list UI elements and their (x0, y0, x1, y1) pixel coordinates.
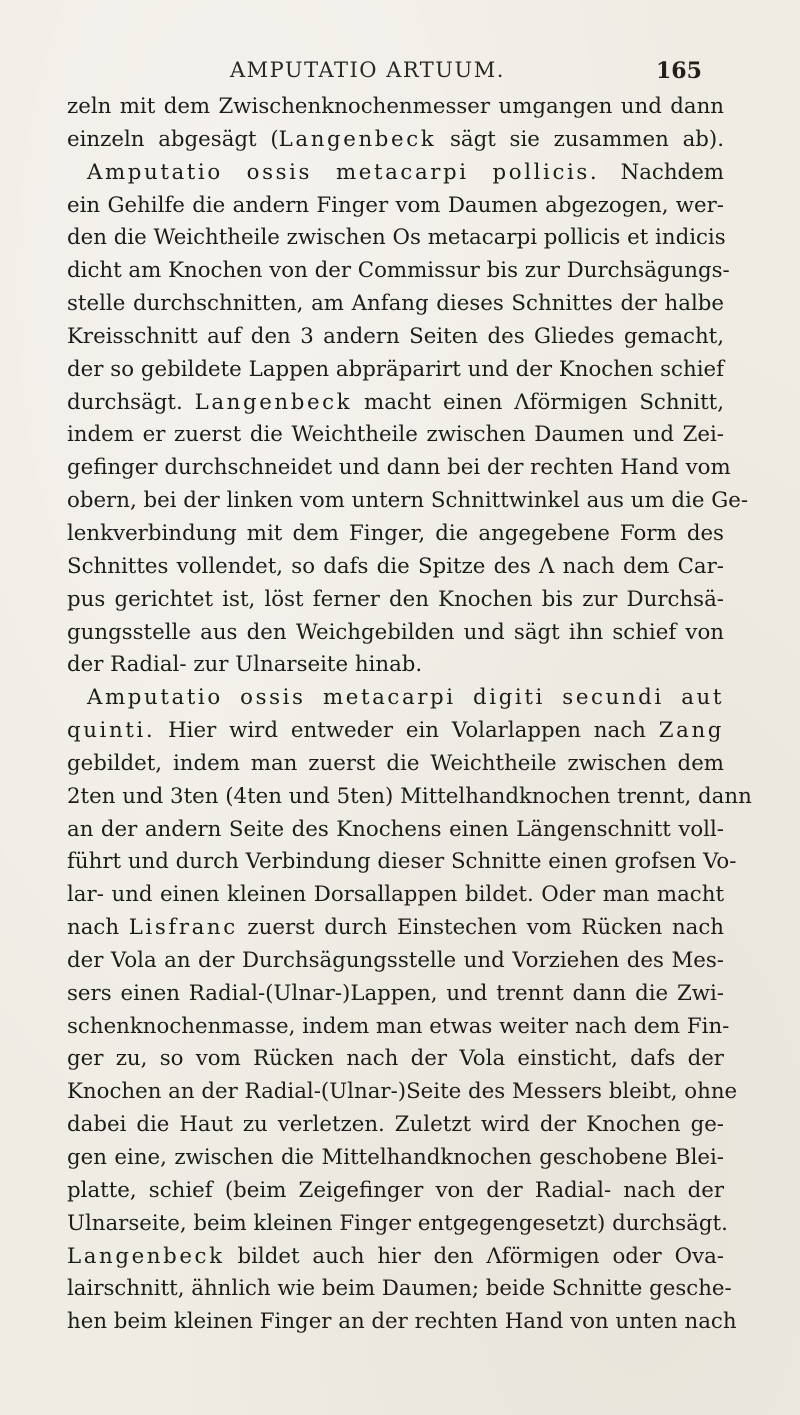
text-line-12: gefinger durchschneidet und dann bei der rechten Hand vom (67, 455, 731, 481)
text-line-26: nach Lisfranc zuerst durch Einstechen vom Rücken nach (67, 915, 725, 941)
text-line-37: lairschnitt, ähnlich wie beim Daumen; beide Schnitte gesche- (67, 1276, 732, 1302)
author-name: Lisfranc (128, 915, 238, 941)
text-line-27: der Vola an der Durchsägungsstelle und Vorziehen des Mes- (67, 947, 724, 973)
text-line-21: gebildet, indem man zuerst die Weichtheile zwischen dem (67, 750, 724, 776)
running-title: AMPUTATIO ARTUUM. (230, 58, 505, 82)
text-line-35: Ulnarseite, beim kleinen Finger entgegengesetzt) durchsägt. (67, 1210, 728, 1236)
text-line-4: ein Gehilfe die andern Finger vom Daumen abgezogen, wer- (67, 192, 724, 218)
body-text (67, 91, 752, 1339)
text-line-30: ger zu, so vom Rücken nach der Vola einsticht, dafs der (67, 1046, 724, 1072)
page-number: 165 (656, 58, 702, 84)
text-line-10: durchsägt. Langenbeck macht einen Λförmigen Schnitt, (67, 389, 724, 415)
text-line-7: stelle durchschnitten, am Anfang dieses Schnittes der halbe (67, 291, 724, 317)
text-line-28: sers einen Radial-(Ulnar-)Lappen, und trennt dann die Zwi- (67, 980, 724, 1006)
text-line-38: hen beim kleinen Finger an der rechten Hand von unten nach (67, 1309, 737, 1335)
author-name: Zang (658, 718, 724, 744)
author-name: Langenbeck (194, 389, 353, 415)
text-line-9: der so gebildete Lappen abpräparirt und der Knochen schief (67, 356, 724, 382)
text-line-1: zeln mit dem Zwischenknochenmesser umgangen und dann (67, 94, 724, 119)
text-line-2: einzeln abgesägt (Langenbeck sägt sie zusammen ab). (67, 126, 725, 152)
text-line-33: gen eine, zwischen die Mittelhandknochen geschobene Blei- (67, 1145, 724, 1170)
text-line-8: Kreisschnitt auf den 3 andern Seiten des Gliedes gemacht, (67, 323, 724, 349)
section-heading-line-19: Amputatio ossis metacarpi digiti secundi aut (87, 685, 724, 711)
author-name: Langenbeck (278, 126, 437, 152)
section-heading: Amputatio ossis metacarpi pollicis. (87, 159, 600, 185)
text-line-29: schenknochenmasse, indem man etwas weiter nach dem Fin- (67, 1013, 730, 1039)
text-line-32: dabei die Haut zu verletzen. Zuletzt wird der Knochen ge- (67, 1112, 724, 1138)
text-line-11: indem er zuerst die Weichtheile zwischen Daumen und Zei- (67, 422, 724, 448)
text-line-17: gungsstelle aus den Weichgebilden und sägt ihn schief von (67, 619, 724, 645)
text-line-13: obern, bei der linken vom untern Schnittwinkel aus um die Ge- (67, 488, 749, 514)
text-line-31: Knochen an der Radial-(Ulnar-)Seite des Messers bleibt, ohne (67, 1079, 738, 1105)
text-line-20: quinti. Hier wird entweder ein Volarlappen nach Zang (67, 718, 724, 744)
author-name: Langenbeck (67, 1243, 225, 1269)
text-line-22: 2ten und 3ten (4ten und 5ten) Mittelhandknochen trennt, dann (67, 783, 752, 809)
text-line-36: Langenbeck bildet auch hier den Λförmigen oder Ova- (67, 1243, 724, 1269)
text-line-14: lenkverbindung mit dem Finger, die angegebene Form des (67, 520, 724, 546)
text-line-24: führt und durch Verbindung dieser Schnitte einen grofsen Vo- (67, 849, 737, 875)
text-line-15: Schnittes vollendet, so dafs die Spitze des Λ nach dem Car- (67, 553, 724, 579)
text-line-34: platte, schief (beim Zeigefinger von der Radial- nach der (67, 1177, 724, 1203)
text-line-5: den die Weichtheile zwischen Os metacarpi pollicis et indicis (67, 225, 726, 251)
text-line-3: Amputatio ossis metacarpi pollicis. Nachdem (87, 159, 724, 185)
text-line-25: lar- und einen kleinen Dorsallappen bildet. Oder man macht (67, 882, 724, 908)
text-line-18: der Radial- zur Ulnarseite hinab. (67, 652, 423, 678)
text-line-6: dicht am Knochen von der Commissur bis zur Durchsägungs- (67, 258, 730, 284)
section-heading: quinti. (67, 718, 156, 744)
text-line-23: an der andern Seite des Knochens einen Längenschnitt voll- (67, 816, 724, 842)
text-line-16: pus gerichtet ist, löst ferner den Knochen bis zur Durchsä- (67, 586, 724, 612)
